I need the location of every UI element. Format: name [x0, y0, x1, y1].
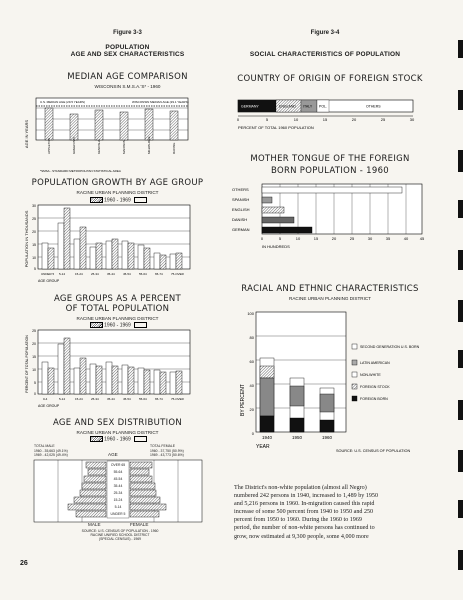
svg-text:10: 10 [32, 256, 36, 260]
svg-text:ENGLISH: ENGLISH [232, 207, 250, 212]
figure-3-4-label: Figure 3-4 [310, 30, 340, 36]
svg-text:45-54: 45-54 [123, 397, 131, 401]
svg-text:25: 25 [380, 117, 386, 122]
sexdist-male-label: MALE [88, 522, 101, 527]
svg-text:5: 5 [34, 267, 36, 271]
percent-xlabel: AGE GROUP [38, 404, 60, 408]
svg-text:15: 15 [32, 243, 36, 247]
left-heading-2: AGE AND SEX CHARACTERISTICS [70, 51, 185, 58]
growth-chart [22, 203, 202, 283]
svg-text:15: 15 [322, 117, 328, 122]
svg-text:0: 0 [34, 392, 36, 396]
origin-xlabel: PERCENT OF TOTAL 1960 POPULATION [238, 125, 314, 130]
sexdist-female-label: FEMALE [130, 522, 149, 527]
svg-text:35-44: 35-44 [107, 272, 115, 276]
tongue-chart [232, 182, 432, 252]
svg-text:55-64: 55-64 [139, 397, 147, 401]
svg-text:1960: 1960 [321, 435, 333, 440]
svg-text:25-34: 25-34 [91, 397, 99, 401]
svg-text:5: 5 [265, 117, 269, 122]
svg-text:0: 0 [236, 117, 240, 122]
svg-text:20: 20 [249, 407, 254, 412]
svg-text:LATIN AMERICAN: LATIN AMERICAN [360, 361, 390, 365]
racial-source: SOURCE: U.S. CENSUS OF POPULATION [336, 449, 411, 453]
svg-text:25-34: 25-34 [91, 272, 99, 276]
svg-text:5: 5 [34, 381, 36, 385]
median-footnote: *SMSA - STANDARD METROPOLITAN STATISTICAL AREA [40, 169, 121, 173]
svg-text:25: 25 [32, 217, 36, 221]
sexdist-male-totals: TOTAL MALE 1960 - 35,663 (49.1%) 1969 - 42,025 (49.4%) [34, 444, 68, 457]
page-edge-marks [455, 0, 463, 600]
svg-text:5-14: 5-14 [59, 272, 66, 276]
median-legend-wi: WISCONSIN MEDIAN AGE (29.1 YEARS) [132, 100, 189, 104]
tongue-title-1: MOTHER TONGUE OF THE FOREIGN [250, 154, 410, 164]
svg-text:20: 20 [351, 117, 357, 122]
svg-text:GERMAN: GERMAN [232, 227, 250, 232]
svg-text:20: 20 [32, 342, 36, 346]
svg-text:5: 5 [278, 236, 282, 241]
svg-text:1940: 1940 [261, 435, 273, 440]
origin-seg-pol: POL. [319, 104, 327, 109]
svg-text:40: 40 [249, 383, 254, 388]
svg-text:FOREIGN BORN: FOREIGN BORN [360, 397, 388, 401]
svg-text:30: 30 [32, 204, 36, 208]
svg-text:MADISON: MADISON [122, 139, 126, 154]
racial-xlabel: YEAR [256, 444, 270, 450]
origin-seg-others: OTHERS [366, 104, 381, 109]
svg-text:SECOND GENERATION U.S. BORN: SECOND GENERATION U.S. BORN [360, 345, 420, 349]
growth-xlabel: AGE GROUP [38, 279, 60, 283]
svg-text:75-OVER: 75-OVER [171, 397, 184, 401]
svg-text:10: 10 [32, 368, 36, 372]
percent-ylabel: PERCENT OF TOTAL POPULATION [25, 335, 29, 393]
svg-text:15: 15 [32, 355, 36, 359]
svg-text:0: 0 [260, 236, 264, 241]
svg-text:10: 10 [295, 236, 301, 241]
percent-chart [22, 328, 202, 408]
svg-text:75-OVER: 75-OVER [171, 272, 184, 276]
svg-text:25: 25 [349, 236, 355, 241]
svg-text:5-14: 5-14 [59, 397, 66, 401]
racial-title: RACIAL AND ETHNIC CHARACTERISTICS [241, 284, 419, 294]
median-age-subtitle: WISCONSIN S.M.S.A.'S* - 1960 [94, 84, 161, 89]
right-heading: SOCIAL CHARACTERISTICS OF POPULATION [249, 51, 401, 58]
svg-text:SPANISH: SPANISH [232, 197, 250, 202]
sexdist-subtitle: RACINE URBAN PLANNING DISTRICT [76, 430, 159, 435]
sexdist-age-bands: OVER 65 55-64 45-54 35-44 25-34 15-24 5-14 UNDER 5 [110, 463, 126, 516]
svg-text:KENOSHA: KENOSHA [97, 139, 101, 154]
svg-text:NON-WHITE: NON-WHITE [360, 373, 381, 377]
svg-text:GREEN BAY: GREEN BAY [72, 136, 76, 154]
svg-text:35-44: 35-44 [107, 397, 115, 401]
origin-seg-germany: GERMANY [241, 104, 259, 109]
svg-text:40: 40 [403, 236, 409, 241]
growth-title: POPULATION GROWTH BY AGE GROUP [31, 178, 204, 188]
svg-text:FOREIGN STOCK: FOREIGN STOCK [360, 385, 390, 389]
svg-text:80: 80 [249, 335, 254, 340]
sexdist-age-label: AGE [108, 452, 118, 457]
svg-text:30: 30 [367, 236, 373, 241]
page-number: 26 [20, 560, 28, 567]
origin-title: COUNTRY OF ORIGIN OF FOREIGN STOCK [237, 74, 423, 84]
svg-text:100: 100 [247, 311, 254, 316]
growth-xticks [41, 272, 185, 276]
svg-text:OTHERS: OTHERS [232, 187, 249, 192]
racial-subtitle: RACINE URBAN PLANNING DISTRICT [289, 296, 371, 301]
svg-text:DANISH: DANISH [232, 217, 248, 222]
svg-text:60: 60 [249, 359, 254, 364]
svg-text:30: 30 [409, 117, 415, 122]
svg-text:45: 45 [419, 236, 425, 241]
growth-ylabel: POPULATION IN THOUSANDS [24, 210, 29, 268]
svg-text:UNDER 5: UNDER 5 [41, 272, 55, 276]
percent-subtitle: RACINE URBAN PLANNING DISTRICT [76, 316, 159, 321]
left-heading-1: POPULATION [105, 44, 150, 51]
svg-text:45-54: 45-54 [123, 272, 131, 276]
sexdist-legend [30, 436, 205, 442]
svg-text:10: 10 [293, 117, 299, 122]
svg-text:1950: 1950 [291, 435, 303, 440]
percent-legend-label: 1960 - 1969 [104, 322, 131, 329]
figure-3-3-label: Figure 3-3 [113, 30, 142, 36]
svg-text:15-24: 15-24 [75, 272, 83, 276]
median-age-title: MEDIAN AGE COMPARISON [67, 72, 188, 82]
svg-text:65-74: 65-74 [155, 397, 163, 401]
sexdist-title: AGE AND SEX DISTRIBUTION [52, 418, 183, 428]
svg-text:25: 25 [32, 329, 36, 333]
origin-chart [236, 90, 426, 134]
svg-text:0: 0 [251, 431, 254, 436]
svg-text:15-24: 15-24 [75, 397, 83, 401]
percent-title-1: AGE GROUPS AS A PERCENT [53, 294, 182, 304]
sexdist-female-totals: TOTAL FEMALE 1960 - 37,750 (50.9%) 1969 - 43,773 (50.6%) [150, 444, 184, 457]
svg-text:20: 20 [331, 236, 337, 241]
sexdist-source: SOURCE: U.S. CENSUS OF POPULATION - 1960 RACINE UNIFIED SCHOOL DISTRICT (SPECIAL CENSUS) - 1969 [81, 529, 159, 541]
svg-text:65-74: 65-74 [155, 272, 163, 276]
tongue-xlabel: IN HUNDREDS [262, 244, 290, 249]
origin-seg-italy: ITALY [303, 104, 313, 109]
racial-chart [236, 306, 426, 456]
svg-text:35: 35 [385, 236, 391, 241]
body-paragraph: The District's non-white population (almost all Negro) numbered 242 persons in 1940, increased to 1,489 by 1950 and 5,216 persons in 1960. In-migration caused this rapid increase of some 500 percent from 1940 to 1950 and 250 percent from 1950 to 1960. During the 1960 to 1969 period, the number of non-white persons has continued to grow, now estimated at 9,300 people, some 4,000 more [234, 485, 379, 540]
growth-subtitle: RACINE URBAN PLANNING DISTRICT [76, 190, 159, 195]
tongue-title-2: BORN POPULATION - 1960 [270, 166, 390, 176]
median-legend-us: U.S. MEDIAN AGE (29.5 YEARS) [40, 100, 85, 104]
svg-text:55-64: 55-64 [139, 272, 147, 276]
origin-seg-england: ENGLAND [279, 104, 296, 109]
median-ylabel: AGE IN YEARS [24, 119, 29, 149]
svg-text:APPLETON: APPLETON [47, 138, 51, 154]
growth-legend-label: 1960 - 1969 [104, 197, 131, 204]
svg-text:RACINE: RACINE [172, 142, 176, 154]
svg-text:MILWAUKEE: MILWAUKEE [147, 136, 151, 154]
median-age-chart [22, 92, 202, 174]
racial-ylabel: BY PERCENT [240, 384, 246, 416]
percent-title-2: OF TOTAL POPULATION [65, 304, 170, 314]
sexdist-legend-label: 1960 - 1969 [104, 436, 131, 443]
svg-text:15: 15 [313, 236, 319, 241]
svg-text:20: 20 [32, 230, 36, 234]
svg-text:0-4: 0-4 [43, 397, 48, 401]
